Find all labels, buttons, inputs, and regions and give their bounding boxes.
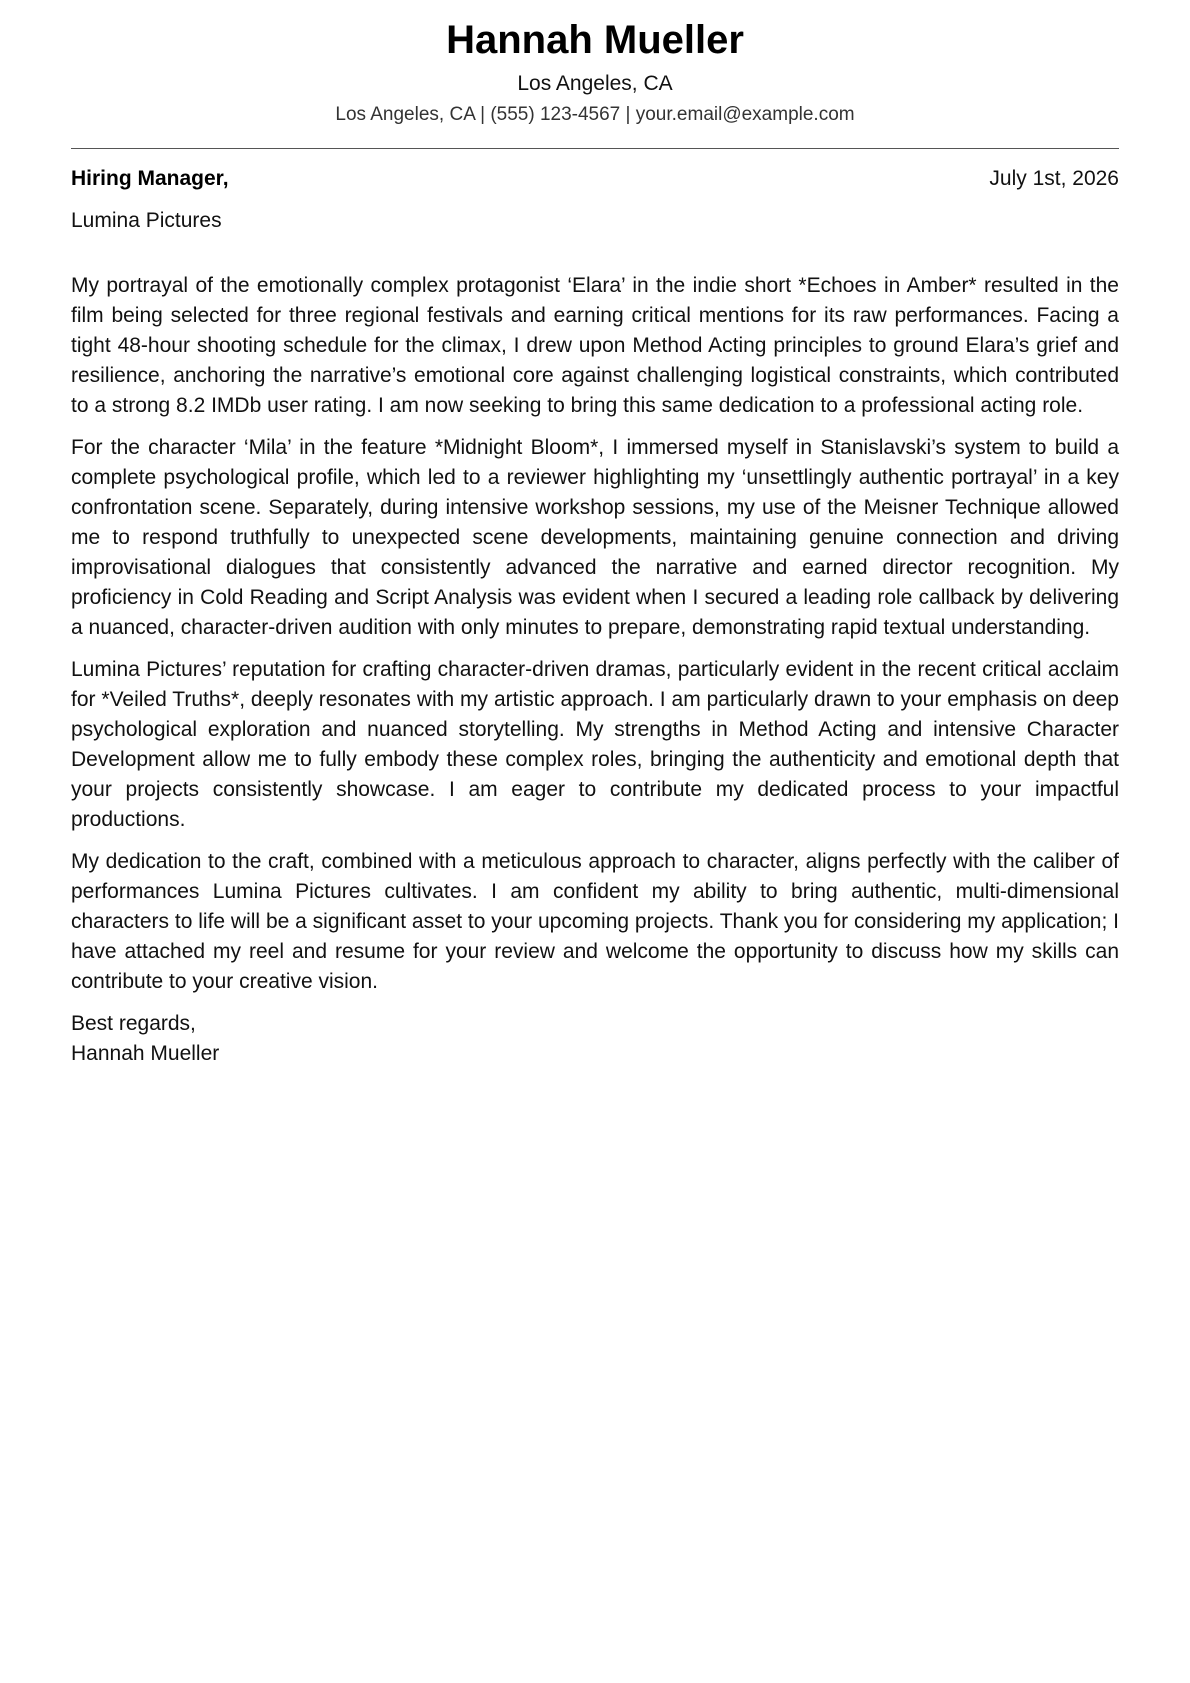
signature-name: Hannah Mueller: [71, 1042, 220, 1065]
applicant-name: Hannah Mueller: [446, 18, 744, 62]
letter-closing: [71, 1009, 1119, 1069]
body-paragraph-1: My portrayal of the emotionally complex protagonist ‘Elara’ in the indie short *Echoes in Amber* resulted in the film being selected for three regional festivals and earning critical mentions for its raw performances. Facing a tight 48-hour shooting schedule for the climax, I drew upon Method Acting principles to ground Elara’s grief and resilience, anchoring the narrative’s emotional core against challenging logistical constraints, which contributed to a strong 8.2 IMDb user rating. I am now seeking to bring this same dedication to a professional acting role.: [71, 274, 1119, 417]
recipient-company: Lumina Pictures: [71, 209, 222, 232]
body-paragraph-2: For the character ‘Mila’ in the feature *Midnight Bloom*, I immersed myself in Stanislavski’s system to build a complete psychological profile, which led to a reviewer highlighting my ‘unsettlingly authentic portrayal’ in a key confrontation scene. Separately, during intensive workshop sessions, my use of the Meisner Technique allowed me to respond truthfully to unexpected scene developments, maintaining genuine connection and driving improvisational dialogues that consistently advanced the narrative and earned director recognition. My proficiency in Cold Reading and Script Analysis was evident when I secured a leading role callback by delivering a nuanced, character-driven audition with only minutes to prepare, demonstrating rapid textual understanding.: [71, 436, 1119, 639]
applicant-contact-line: Los Angeles, CA | (555) 123-4567 | your.email@example.com: [335, 104, 855, 125]
body-paragraph-3: Lumina Pictures’ reputation for crafting character-driven dramas, particularly evident in the recent critical acclaim for *Veiled Truths*, deeply resonates with my artistic approach. I am particularly drawn to your emphasis on deep psychological exploration and nuanced storytelling. My strengths in Method Acting and intensive Character Development allow me to fully embody these complex roles, bringing the authenticity and emotional depth that your projects consistently showcase. I am eager to contribute my dedicated process to your impactful productions.: [71, 658, 1119, 831]
applicant-location: Los Angeles, CA: [517, 72, 673, 95]
letter-header: [71, 0, 1119, 128]
recipient-date-row: [71, 165, 1119, 193]
header-divider: [71, 148, 1119, 149]
closing-phrase: Best regards,: [71, 1012, 196, 1035]
recipient-salutation: Hiring Manager,: [71, 167, 229, 190]
body-paragraph-4: My dedication to the craft, combined with a meticulous approach to character, aligns perfectly with the caliber of performances Lumina Pictures cultivates. I am confident my ability to bring authentic, multi-dimensional characters to life will be a significant asset to your upcoming projects. Thank you for considering my application; I have attached my reel and resume for your review and welcome the opportunity to discuss how my skills can contribute to your creative vision.: [71, 850, 1119, 993]
letter-body: [71, 271, 1119, 997]
letter-date: July 1st, 2026: [989, 167, 1119, 190]
